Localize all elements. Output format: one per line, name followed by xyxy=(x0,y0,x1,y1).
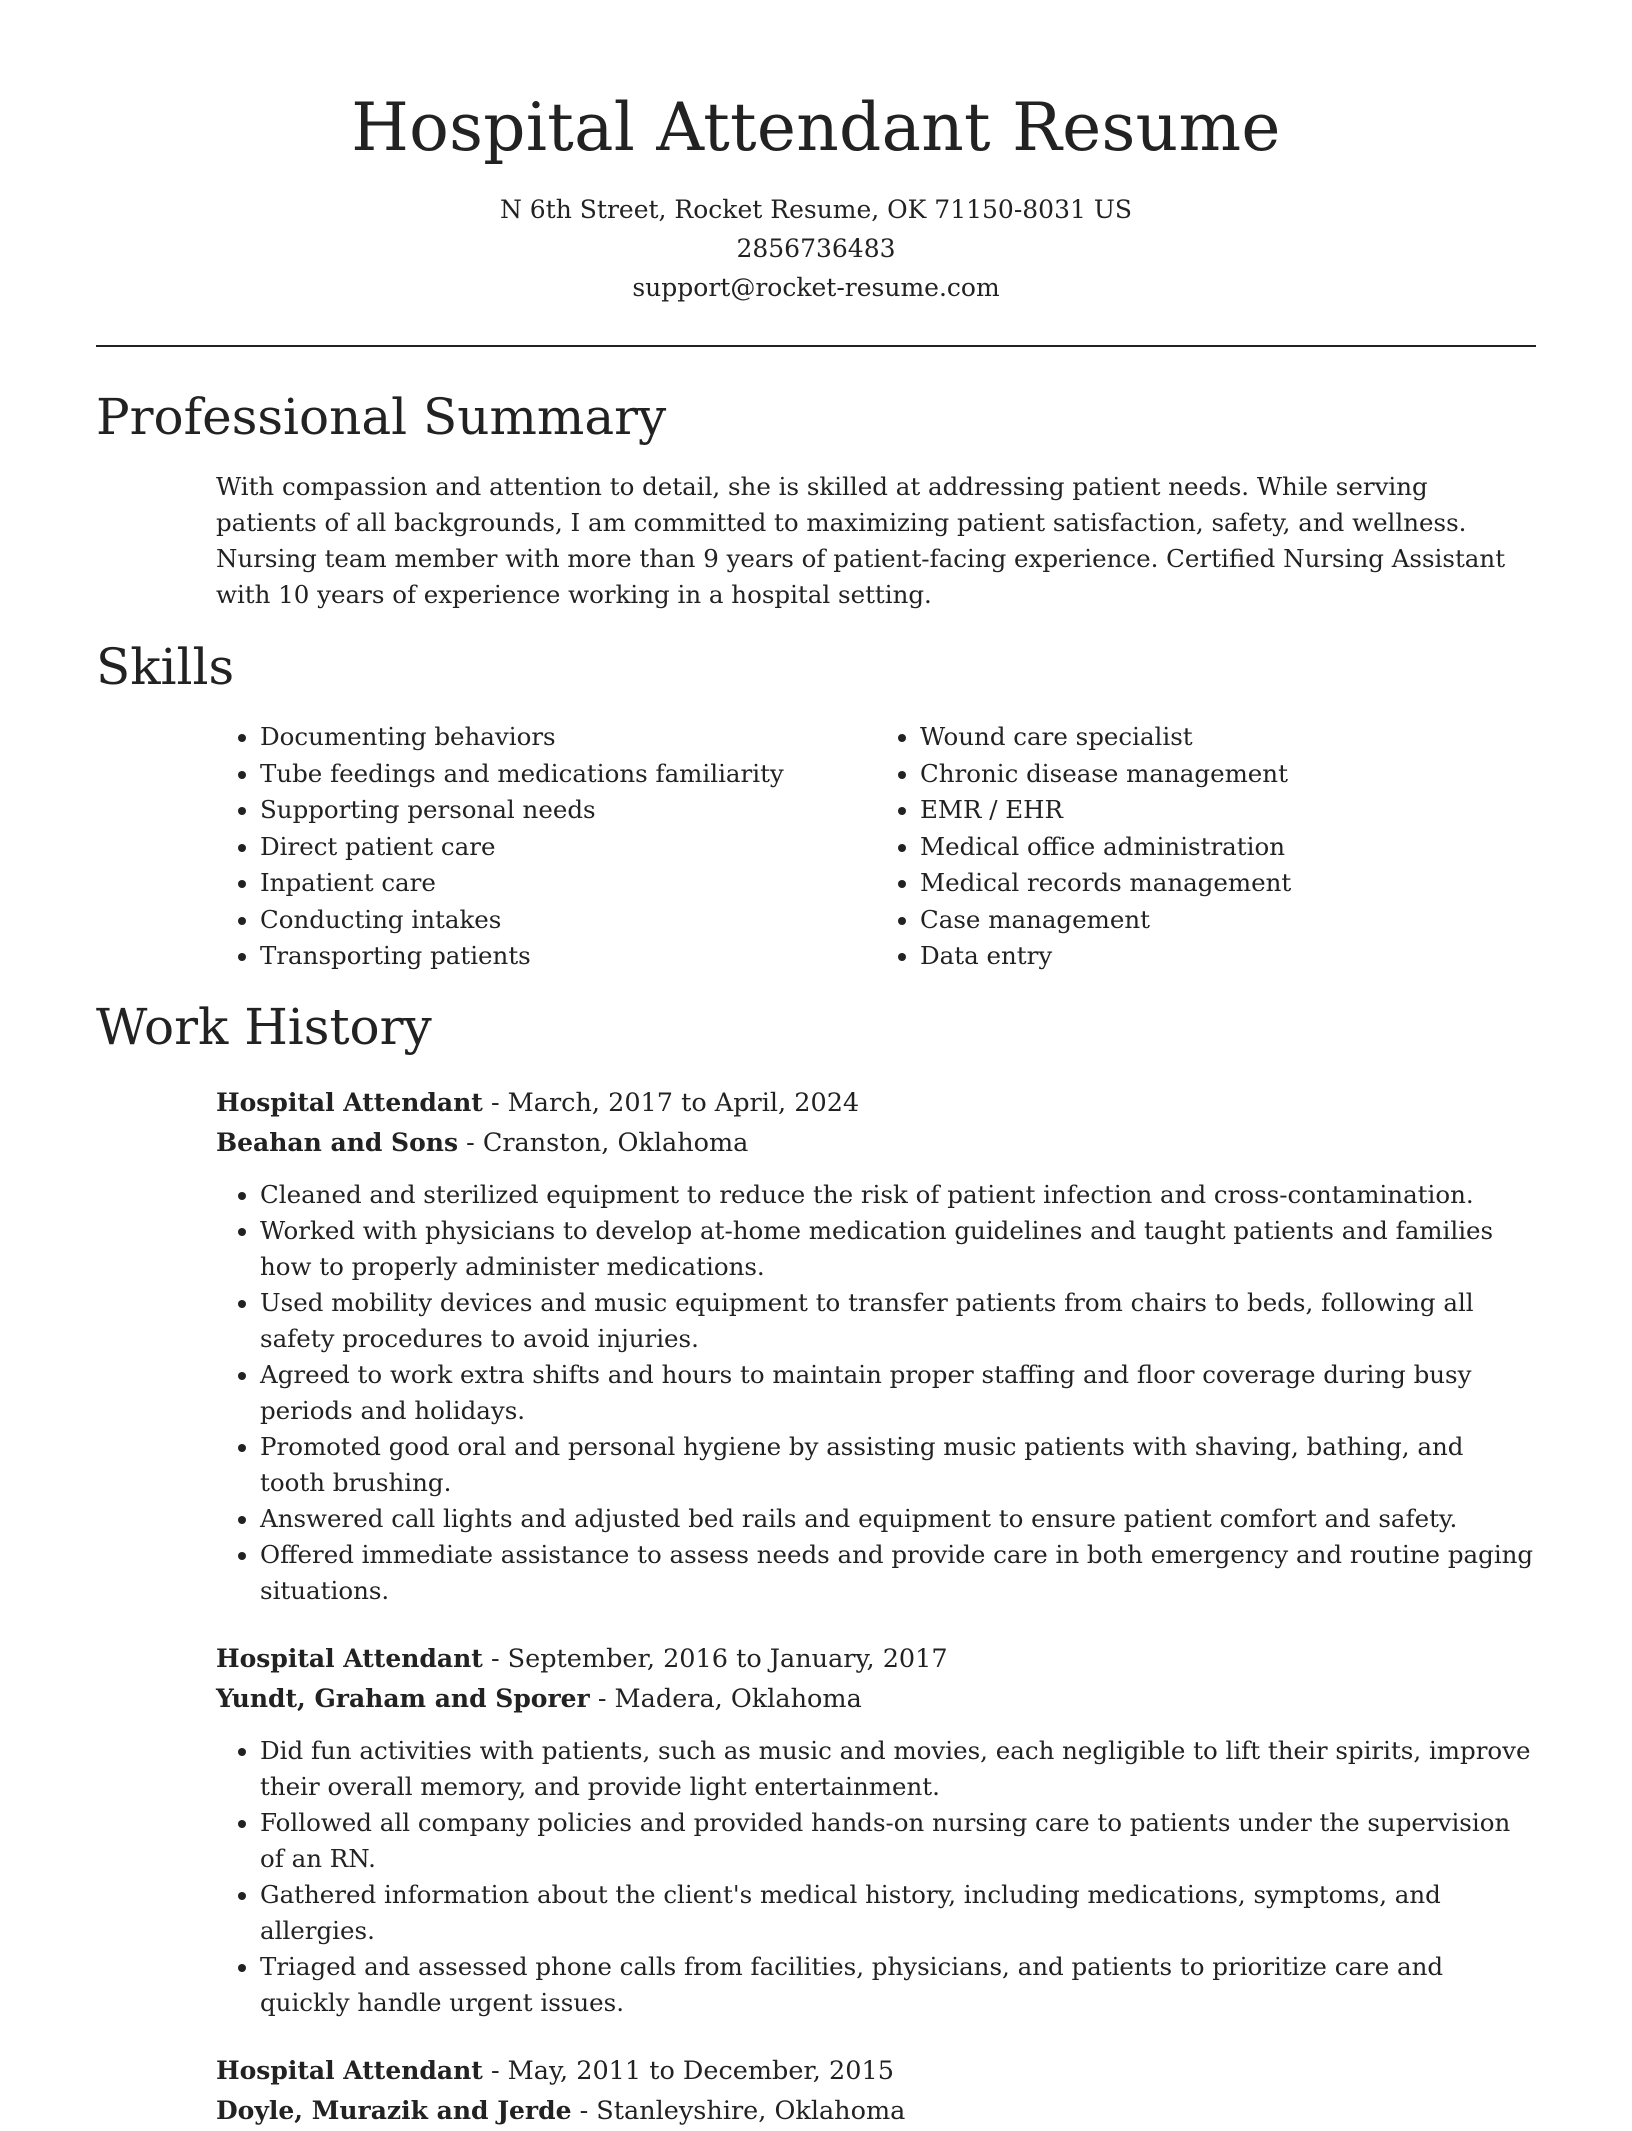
summary-heading: Professional Summary xyxy=(96,388,667,446)
header-divider xyxy=(96,345,1536,347)
skill-item: • Medical records management xyxy=(920,865,1536,902)
address-text: N 6th Street, Rocket Resume, OK 71150-8031 US xyxy=(499,195,1133,224)
job-bullet: • Answered call lights and adjusted bed rails and equipment to ensure patient comfort and safety. xyxy=(260,1501,1536,1537)
job-dates: - September, 2016 to January, 2017 xyxy=(482,1643,948,1674)
skill-item: • Supporting personal needs xyxy=(260,792,876,829)
job-dates: - May, 2011 to December, 2015 xyxy=(482,2055,894,2086)
skill-item: • Documenting behaviors xyxy=(260,719,876,756)
resume-header xyxy=(96,0,1536,307)
job-company: Yundt, Graham and Sporer xyxy=(216,1683,590,1713)
skill-item: • Inpatient care xyxy=(260,865,876,902)
job-bullet: • Agreed to work extra shifts and hours to maintain proper staffing and floor coverage during busy periods and holidays. xyxy=(260,1357,1536,1429)
phone-text: 2856736483 xyxy=(736,234,896,263)
job-company-line xyxy=(216,2091,1536,2131)
skill-item: • Case management xyxy=(920,902,1536,939)
skills-right-list xyxy=(876,719,1536,975)
email-text: support@rocket-resume.com xyxy=(632,273,1000,302)
skill-item: • Data entry xyxy=(920,938,1536,975)
skill-item: • Tube feedings and medications familiarity xyxy=(260,756,876,793)
job-company: Beahan and Sons xyxy=(216,1127,459,1157)
contact-block xyxy=(96,190,1536,307)
job-title-line xyxy=(216,2051,1536,2091)
job-bullet: • Triaged and assessed phone calls from facilities, physicians, and patients to prioritize care and quickly handle urgent issues. xyxy=(260,1949,1536,2021)
skills-section xyxy=(96,719,1536,975)
skill-item: • Wound care specialist xyxy=(920,719,1536,756)
job-title-line xyxy=(216,1083,1536,1123)
summary-text: With compassion and attention to detail, she is skilled at addressing patient needs. While serving patients of all backgrounds, I am committed to maximizing patient satisfaction, safety, and wellness. Nursing team member with more than 9 years of patient-facing experience. Certified Nursing Assistant with 10 years of experience working in a hospital setting. xyxy=(216,472,1506,609)
job-entry xyxy=(216,1083,1536,1609)
job-bullet: • Followed all company policies and provided hands-on nursing care to patients under the supervision of an RN. xyxy=(260,1805,1536,1877)
job-location: - Stanleyshire, Oklahoma xyxy=(571,2095,906,2126)
skill-item: • Medical office administration xyxy=(920,829,1536,866)
job-role: Hospital Attendant xyxy=(216,1087,483,1117)
job-entry xyxy=(216,2051,1536,2131)
skill-item: • EMR / EHR xyxy=(920,792,1536,829)
job-location: - Madera, Oklahoma xyxy=(589,1683,862,1714)
work-history-section xyxy=(96,1083,1536,2131)
skills-heading: Skills xyxy=(96,638,235,696)
job-bullet: • Used mobility devices and music equipment to transfer patients from chairs to beds, following all safety procedures to avoid injuries. xyxy=(260,1285,1536,1357)
skill-item: • Transporting patients xyxy=(260,938,876,975)
skill-item: • Direct patient care xyxy=(260,829,876,866)
job-bullet-list xyxy=(216,1733,1536,2021)
job-location: - Cranston, Oklahoma xyxy=(458,1127,749,1158)
job-role: Hospital Attendant xyxy=(216,2055,483,2085)
job-entry xyxy=(216,1639,1536,2021)
skills-columns xyxy=(216,719,1536,975)
skill-item: • Conducting intakes xyxy=(260,902,876,939)
job-dates: - March, 2017 to April, 2024 xyxy=(482,1087,860,1118)
job-bullet: • Gathered information about the client's medical history, including medications, symptoms, and allergies. xyxy=(260,1877,1536,1949)
job-bullet-list xyxy=(216,1177,1536,1609)
skills-left-list xyxy=(216,719,876,975)
job-company-line xyxy=(216,1123,1536,1163)
job-bullet: • Offered immediate assistance to assess needs and provide care in both emergency and routine paging situations. xyxy=(260,1537,1536,1609)
job-title-line xyxy=(216,1639,1536,1679)
resume-title: Hospital Attendant Resume xyxy=(351,89,1281,166)
job-bullet: • Promoted good oral and personal hygiene by assisting music patients with shaving, bathing, and tooth brushing. xyxy=(260,1429,1536,1501)
work-history-heading: Work History xyxy=(96,997,432,1056)
skill-item: • Chronic disease management xyxy=(920,756,1536,793)
job-bullet: • Cleaned and sterilized equipment to reduce the risk of patient infection and cross-contamination. xyxy=(260,1177,1536,1213)
job-company-line xyxy=(216,1679,1536,1719)
job-role: Hospital Attendant xyxy=(216,1643,483,1673)
job-bullet: • Did fun activities with patients, such as music and movies, each negligible to lift their spirits, improve their overall memory, and provide light entertainment. xyxy=(260,1733,1536,1805)
job-company: Doyle, Murazik and Jerde xyxy=(216,2095,572,2125)
job-bullet: • Worked with physicians to develop at-home medication guidelines and taught patients and families how to properly administer medications. xyxy=(260,1213,1536,1285)
